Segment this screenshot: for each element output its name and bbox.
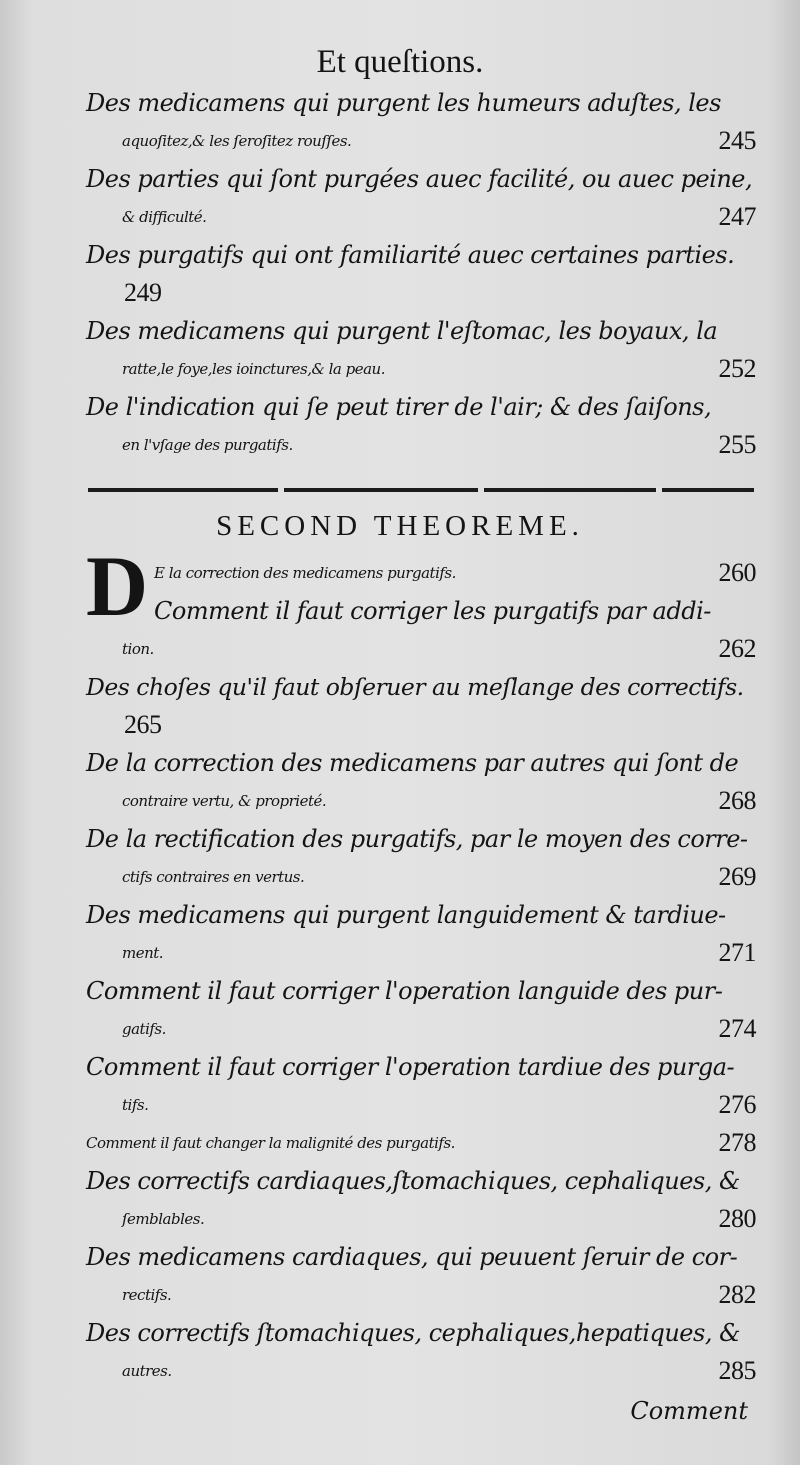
page-number: 271 [718,938,756,967]
entry-title-continued: tion. [122,640,154,658]
page-number: 268 [718,786,756,815]
rule-break [478,487,484,493]
toc-entry [86,312,756,388]
entry-title-continued: contraire vertu, & proprieté. [122,792,327,810]
toc-entry [86,1314,756,1390]
entry-title: Des parties qui ſont purgées auec facilité, ou auec peine, [86,165,753,193]
section-title: SECOND THEOREME. [216,510,584,542]
section-rule [88,488,754,492]
toc-entry [86,1162,756,1238]
rule-break [656,487,662,493]
page-number: 280 [718,1204,756,1233]
rule-break [278,487,284,493]
entry-title-continued: ctifs contraires en vertus. [122,868,305,886]
page-number: 269 [718,862,756,891]
entry-title: Des purgatifs qui ont familiarité auec certaines parties. [86,241,735,269]
page-number: 265 [124,710,162,739]
entry-title-continued: tifs. [122,1096,149,1114]
page-number: 282 [718,1280,756,1309]
entry-title: De l'indication qui ſe peut tirer de l'air; & des ſaiſons, [86,393,712,421]
entry-title: Des medicamens qui purgent l'eſtomac, les boyaux, la [86,317,718,345]
page-number: 274 [718,1014,756,1043]
page-number: 278 [718,1128,756,1157]
table-of-contents-part-1 [86,84,756,464]
entry-title: De la correction des medicamens par autres qui ſont de [86,749,739,777]
entry-title: Des medicamens qui purgent languidement & tardiue- [86,901,726,929]
page-number: 252 [718,354,756,383]
entry-title-continued: ment. [122,944,164,962]
entry-title: Des choſes qu'il faut obſeruer au meſlange des correctifs. [86,673,744,701]
entry-title: De la rectification des purgatifs, par le moyen des corre- [86,825,748,853]
entry-title-continued: en l'vſage des purgatifs. [122,436,293,454]
entry-title: Comment il faut corriger l'operation languide des pur- [86,977,723,1005]
toc-entry [86,744,756,820]
entry-title-continued: ſemblables. [122,1210,205,1228]
toc-entry [86,236,756,312]
page-number: 260 [718,558,756,587]
page-number: 262 [718,634,756,663]
entry-title: Comment il faut corriger les purgatifs par addi- [154,597,711,625]
toc-entry [86,1048,756,1124]
page-number: 285 [718,1356,756,1385]
drop-cap: D [86,538,149,634]
entry-title: Comment il faut corriger l'operation tardiue des purga- [86,1053,735,1081]
entry-title: Comment il faut changer la malignité des purgatifs. [86,1134,455,1152]
toc-entry [86,84,756,160]
toc-entry [86,388,756,464]
table-of-contents-part-2 [86,554,756,1390]
entry-title-continued [86,706,756,744]
entry-title-continued: autres. [122,1362,172,1380]
entry-title-continued: rectifs. [122,1286,172,1304]
entry-title: Des medicamens cardiaques, qui peuuent ſeruir de cor- [86,1243,738,1271]
entry-title: Des correctifs ſtomachiques, cephaliques,hepatiques, & [86,1319,740,1347]
toc-entry [86,972,756,1048]
entry-title: Des medicamens qui purgent les humeurs aduſtes, les [86,89,721,117]
entry-title: Des correctifs cardiaques,ſtomachiques, cephaliques, & [86,1167,740,1195]
toc-entry [86,1124,756,1162]
toc-entry [86,668,756,744]
entry-title-continued: gatifs. [122,1020,166,1038]
entry-title: E la correction des medicamens purgatifs. [154,564,456,582]
catchword: Comment [630,1397,748,1425]
page-number: 276 [718,1090,756,1119]
page-number: 245 [718,126,756,155]
page-number: 247 [718,202,756,231]
entry-title-continued [86,274,756,312]
toc-entry [86,896,756,972]
entry-title-continued: ratte,le foye,les ioinctures,& la peau. [122,360,385,378]
toc-entry [86,592,756,668]
page-number: 249 [124,278,162,307]
toc-entry [86,820,756,896]
toc-entry [86,160,756,236]
entry-title-continued: & difficulté. [122,208,207,226]
toc-entry [86,554,756,592]
entry-title-continued: aquoſitez,& les ſeroſitez rouſſes. [122,132,352,150]
running-head: Et queſtions. [316,44,484,80]
toc-entry [86,1238,756,1314]
page-number: 255 [718,430,756,459]
